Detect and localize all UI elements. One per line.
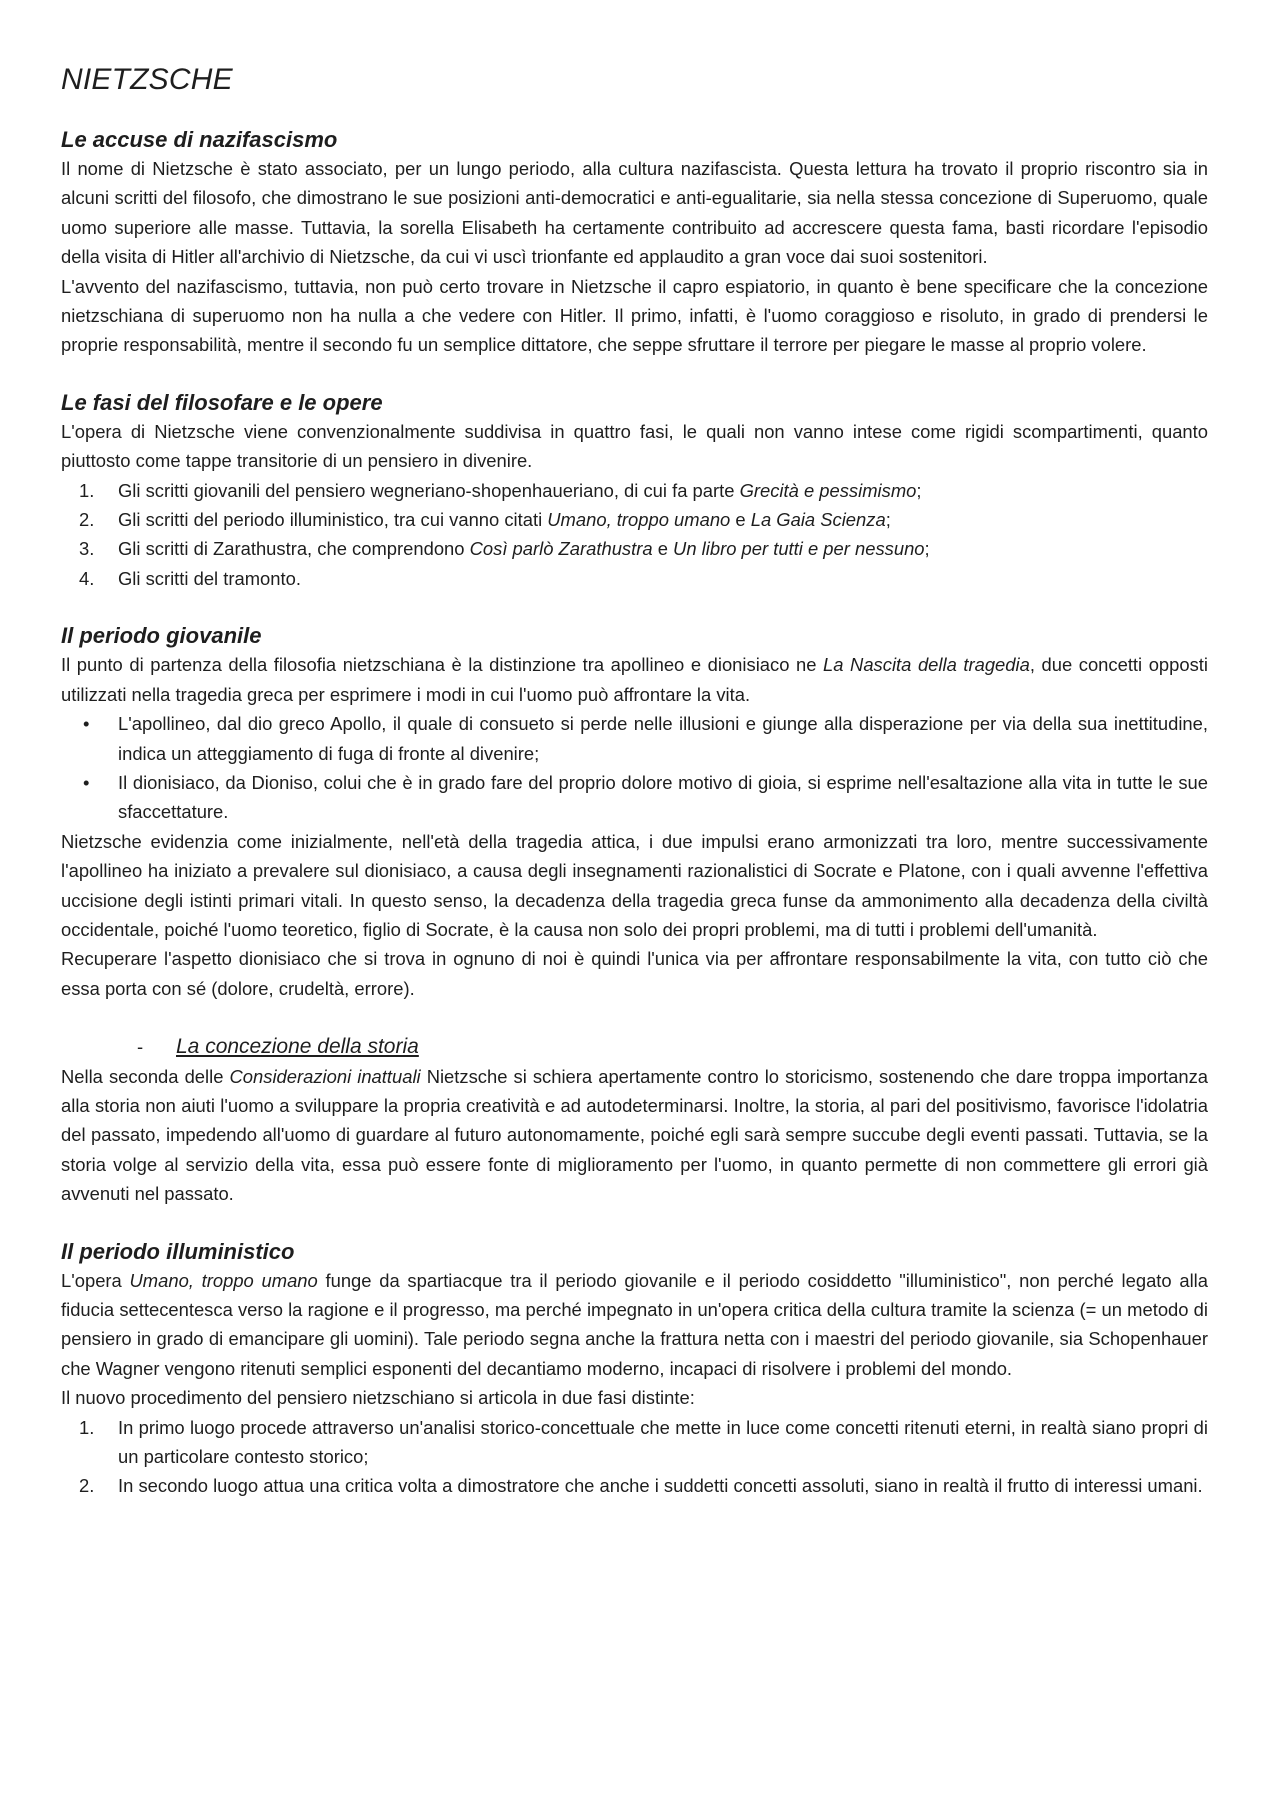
list-number: 4. [79,567,95,589]
work-title: Considerazioni inattuali [229,1065,421,1087]
bullet-list [61,709,1208,827]
paragraph-text: funge da spartiacque tra il periodo giovanile e il periodo cosiddetto "illuministico", non perché legato alla fiducia settecentesca verso la ragione e il progresso, ma perché impegnato in un'opera critica della cultura tramite la scienza (= un metodo di pensiero in grado di emancipare gli uomini). Tale periodo segna anche la frattura netta con i maestri del periodo giovanile, sia Schopenhauer che Wagner vengono ritenuti semplici esponenti del decantiamo moderno, incapaci di risolvere i problemi del mondo. [61,1269,1208,1379]
list-text: ; [885,509,891,531]
paragraph-text: Nietzsche si schiera apertamente contro lo storicismo, sostenendo che dare troppa importanza alla storia non aiuti l'uomo a sviluppare la propria creatività e ad autodeterminarsi. Inoltre, la storia, al pari del positivismo, favorisce l'idolatria del passato, impedendo all'uomo di guardare al futuro autonomamente, poiché egli sarà sempre succube degli eventi passati. Tuttavia, se la storia volge al servizio della vita, essa può essere fonte di miglioramento per l'uomo, in quanto permette di non commettere gli errori già avvenuti nel passato. [61,1065,1208,1205]
list-item [61,476,1208,505]
list-item [61,1413,1208,1472]
paragraph-text: L'opera [61,1269,130,1291]
paragraph-text: Nella seconda delle [61,1065,230,1087]
paragraph: Il nuovo procedimento del pensiero nietzschiano si articola in due fasi distinte: [61,1387,695,1409]
paragraph-text: , due concetti opposti utilizzati nella tragedia greca per esprimere i modi in cui l'uomo può affrontare la vita. [61,654,1208,705]
list-text: Gli scritti giovanili del pensiero wegneriano-shopenhaueriano, di cui fa parte [118,479,740,501]
paragraph-text: Il punto di partenza della filosofia nietzschiana è la distinzione tra apollineo e dionisiaco ne [61,654,824,676]
list-text: e [730,509,751,531]
list-text: In primo luogo procede attraverso un'analisi storico-concettuale che mette in luce come concetti ritenuti eterni, in realtà siano propri di un particolare contesto storico; [118,1416,1208,1468]
section-heading-giovanile: Il periodo giovanile [61,623,262,649]
work-title: Un libro per tutti e per nessuno [673,538,925,560]
section-heading-illuministico: Il periodo illuministico [61,1238,295,1264]
list-text: ; [924,538,930,560]
work-title: Umano, troppo umano [129,1269,318,1291]
list-text: e [652,538,674,560]
section-heading-accuse: Le accuse di nazifascismo [61,127,338,152]
paragraph: Nietzsche evidenzia come inizialmente, nell'età della tragedia attica, i due impulsi erano armonizzati tra loro, mentre successivamente l'apollineo ha iniziato a prevalere sul dionisiaco, a causa degli insegnamenti razionalistici di Socrate e Platone, con i quali avvenne l'effettiva uccisione degli istinti primari vitali. In questo senso, la decadenza della tragedia greca funse da ammonimento alla decadenza della civiltà occidentale, poiché l'uomo teoretico, figlio di Socrate, è la causa non solo dei propri problemi, ma di tutti i problemi dell'umanità. [61,830,1208,940]
list-number: 1. [79,479,95,501]
work-title: La Nascita della tragedia [823,654,1030,676]
steps-list [61,1413,1208,1501]
list-text: Gli scritti del tramonto. [118,567,301,589]
list-item [61,768,1208,827]
list-text: In secondo luogo attua una critica volta a dimostratore che anche i suddetti concetti assoluti, siano in realtà il frutto di interessi umani. [118,1475,1203,1497]
list-text: L'apollineo, dal dio greco Apollo, il quale di consueto si perde nelle illusioni e giunge alla disperazione per via della sua inettitudine, indica un atteggiamento di fuga di fronte al divenire; [118,713,1208,764]
list-item [61,505,1208,534]
list-text: Gli scritti del periodo illuministico, tra cui vanno citati [118,509,548,531]
list-number: 2. [79,509,95,531]
work-title: Umano, troppo umano [547,509,731,531]
bullet-icon: • [83,713,90,735]
list-text: ; [916,479,922,501]
paragraph: L'opera di Nietzsche viene convenzionalmente suddivisa in quattro fasi, le quali non vanno intese come rigidi scompartimenti, quanto piuttosto come tappe transitorie di un pensiero in divenire. [61,420,1208,472]
work-title: La Gaia Scienza [750,509,886,531]
dash-marker: - [137,1036,144,1058]
work-title: Così parlò Zarathustra [469,538,653,560]
paragraph: L'avvento del nazifascismo, tuttavia, non può certo trovare in Nietzsche il capro espiatorio, in quanto è bene specificare che la concezione nietzschiana di superuomo non ha nulla a che vedere con Hitler. Il primo, infatti, è l'uomo coraggioso e risoluto, in grado di prendersi le proprie responsabilità, mentre il secondo fu un semplice dittatore, che seppe sfruttare il terrore per piegare le masse al proprio volere. [61,275,1208,356]
list-item [61,709,1208,768]
list-number: 2. [79,1475,95,1497]
list-text: Gli scritti di Zarathustra, che comprendono [118,538,470,560]
paragraph: Il nome di Nietzsche è stato associato, per un lungo periodo, alla cultura nazifascista. Questa lettura ha trovato il proprio riscontro sia in alcuni scritti del filosofo, che dimostrano le sue posizioni anti-democratici e anti-egualitarie, sia nella stessa concezione di Superuomo, quale uomo superiore alle masse. Tuttavia, la sorella Elisabeth ha certamente contribuito ad accrescere questa fama, basti ricordare l'episodio della visita di Hitler all'archivio di Nietzsche, da cui vi uscì trionfante ed applaudito a gran voce dai suoi sostenitori. [61,158,1208,268]
paragraph: Recuperare l'aspetto dionisiaco che si trova in ognuno di noi è quindi l'unica via per affrontare responsabilmente la vita, con tutto ciò che essa porta con sé (dolore, crudeltà, errore). [61,948,1208,999]
list-number: 3. [79,538,95,560]
work-title: Grecità e pessimismo [739,479,917,501]
bullet-icon: • [83,771,90,793]
section-heading-fasi: Le fasi del filosofare e le opere [61,389,383,415]
phases-list [61,476,1208,594]
subsection-heading-storia: La concezione della storia [176,1035,419,1059]
list-item [61,534,1208,563]
document-title: NIETZSCHE [61,63,233,96]
paragraph [61,1266,1208,1384]
paragraph [61,650,1208,709]
list-item [61,564,1208,593]
list-item [61,1471,1208,1500]
subsection-heading-row [61,1032,1208,1061]
paragraph [61,1062,1208,1209]
list-number: 1. [79,1416,95,1438]
list-text: Il dionisiaco, da Dioniso, colui che è in grado fare del proprio dolore motivo di gioia, si esprime nell'esaltazione alla vita in tutte le sue sfaccettature. [118,771,1208,823]
